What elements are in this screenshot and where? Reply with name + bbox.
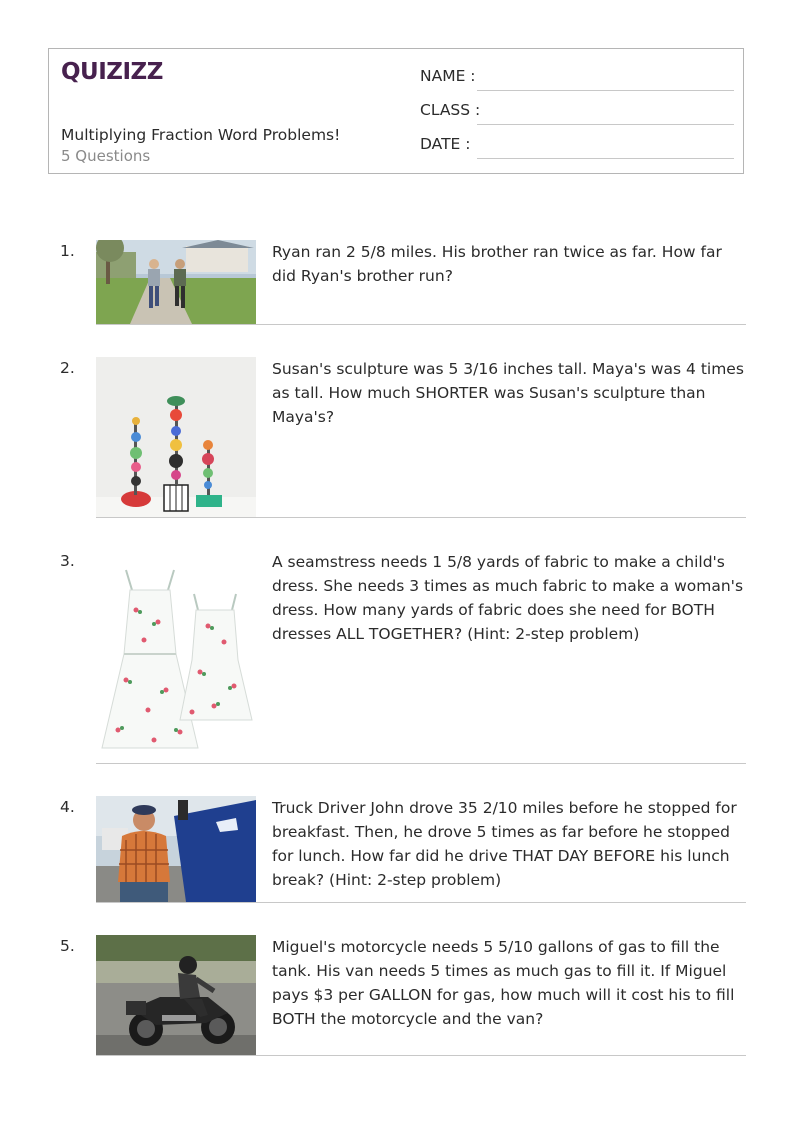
name-line[interactable] — [477, 90, 734, 91]
question-text: A seamstress needs 1 5/8 yards of fabric to make a child's dress. She needs 3 times as much fabric to make a woman's dress. How many yards of fabric does she need for BOTH dresses ALL TOGETHER? (Hint: 2-step problem) — [272, 553, 744, 643]
truck-driver-photo — [96, 796, 256, 902]
question-number: 3. — [60, 552, 75, 570]
sculptures-photo — [96, 357, 256, 517]
motorcycle-photo — [96, 935, 256, 1055]
date-field[interactable] — [420, 135, 734, 159]
two-boys-running-photo — [96, 240, 256, 324]
question-divider — [96, 902, 746, 903]
question-divider — [96, 1055, 746, 1056]
question-text: Miguel's motorcycle needs 5 5/10 gallons of gas to fill the tank. His van needs 5 times as much gas to fill it. If Miguel pays $3 per GALLON for gas, how much will it cost his to fill BOTH the motorcycle and the van? — [272, 938, 735, 1028]
question-number: 1. — [60, 242, 75, 260]
question-text: Truck Driver John drove 35 2/10 miles before he stopped for breakfast. Then, he drove 5 times as far before he stopped for lunch. How far did he drive THAT DAY BEFORE his lunch break? (Hint: 2-step problem) — [272, 799, 737, 889]
question-count: 5 Questions — [61, 147, 151, 165]
class-field[interactable] — [420, 101, 734, 125]
question-divider — [96, 517, 746, 518]
name-field[interactable] — [420, 67, 734, 91]
worksheet-title: Multiplying Fraction Word Problems! — [61, 126, 341, 144]
dresses-photo — [96, 550, 256, 756]
question-number: 4. — [60, 798, 75, 816]
question-text: Ryan ran 2 5/8 miles. His brother ran twice as far. How far did Ryan's brother run? — [272, 243, 722, 285]
question-number: 5. — [60, 937, 75, 955]
class-line[interactable] — [477, 124, 734, 125]
date-line[interactable] — [477, 158, 734, 159]
class-label: CLASS : — [420, 101, 481, 119]
question-divider — [96, 324, 746, 325]
worksheet-header — [48, 48, 744, 174]
question-number: 2. — [60, 359, 75, 377]
question-divider — [96, 763, 746, 764]
name-label: NAME : — [420, 67, 476, 85]
question-text: Susan's sculpture was 5 3/16 inches tall. Maya's was 4 times as tall. How much SHORTER was Susan's sculpture than Maya's? — [272, 360, 744, 426]
quizizz-logo: QUIZIZZ — [61, 59, 163, 85]
date-label: DATE : — [420, 135, 471, 153]
